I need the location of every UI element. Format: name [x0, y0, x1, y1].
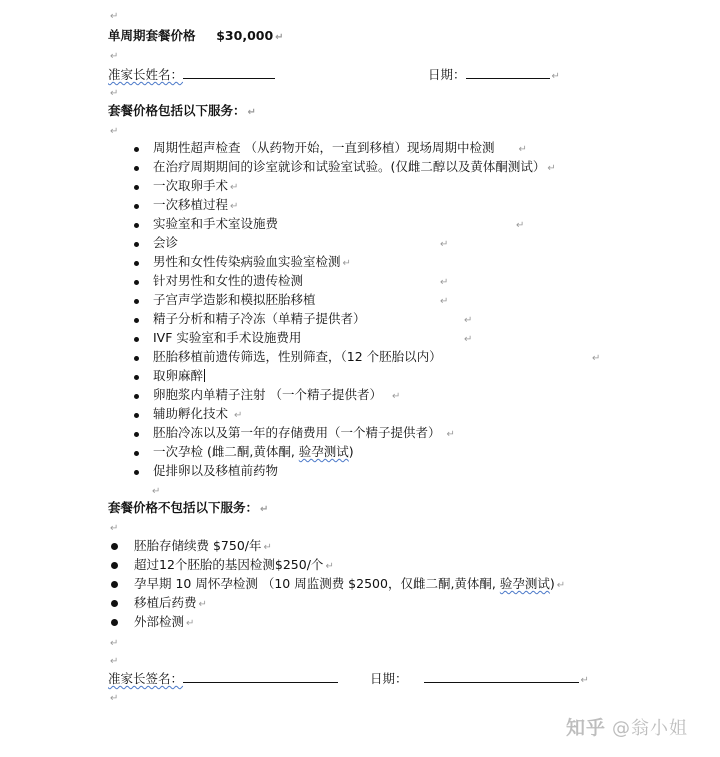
parent-signature-line	[108, 670, 338, 687]
list-item: 精子分析和精子冷冻（单精子提供者）	[153, 311, 366, 326]
list-item: 卵胞浆内单精子注射 （一个精子提供者） ↵	[153, 387, 401, 402]
text-cursor	[204, 369, 205, 382]
zhihu-watermark	[566, 713, 688, 740]
package-title: 单周期套餐价格	[108, 28, 196, 43]
bullet	[134, 337, 139, 342]
list-item: 一次孕检 (雌二酮,黄体酮, 验孕测试)	[153, 444, 354, 459]
date-label-bottom: 日期：	[370, 671, 408, 686]
date-line-top: 日期： ↵	[428, 67, 560, 82]
list-item: 辅助孵化技术 ↵	[153, 406, 243, 421]
paragraph-mark: ↵	[464, 315, 473, 326]
excluded-heading: 套餐价格不包括以下服务： ↵	[108, 500, 269, 515]
date-label-top: 日期：	[428, 67, 466, 82]
list-item: 子宫声学造影和模拟胚胎移植	[153, 292, 316, 307]
list-item: 胚胎冷冻以及第一年的存储费用（一个精子提供者） ↵	[153, 425, 455, 440]
bullet	[134, 432, 139, 437]
list-item: 胚胎存储续费 $750/年 ↵	[134, 538, 272, 553]
empty-paragraph: ↵	[110, 638, 119, 649]
list-item: IVF 实验室和手术设施费用	[153, 330, 302, 345]
bullet	[134, 280, 139, 285]
list-item: 在治疗周期期间的诊室就诊和试验室试验。(仅雌二醇以及黄体酮测试） ↵	[153, 159, 556, 174]
bullet	[111, 600, 118, 607]
empty-paragraph: ↵	[110, 51, 119, 62]
list-item: 周期性超声检查 （从药物开始，一直到移植）现场周期中检测 ↵	[153, 140, 527, 155]
list-item: 外部检测 ↵	[134, 614, 195, 629]
bullet	[134, 242, 139, 247]
list-item: 一次移植过程 ↵	[153, 197, 239, 212]
included-heading: 套餐价格包括以下服务： ↵	[108, 103, 256, 118]
zhihu-logo: 知乎	[566, 717, 607, 739]
watermark-handle: @翁小姐	[612, 718, 689, 739]
empty-paragraph: ↵	[110, 126, 119, 137]
list-item: 男性和女性传染病验血实验室检测 ↵	[153, 254, 351, 269]
date-field-top[interactable]	[466, 66, 550, 79]
bullet	[134, 451, 139, 456]
parent-name-field[interactable]	[183, 66, 275, 79]
empty-paragraph: ↵	[110, 693, 119, 704]
bullet	[134, 166, 139, 171]
list-item: 超过12个胚胎的基因检测$250/个 ↵	[134, 557, 334, 572]
bullet	[134, 299, 139, 304]
bullet	[134, 223, 139, 228]
paragraph-mark: ↵	[440, 296, 449, 307]
paragraph-mark: ↵	[440, 277, 449, 288]
list-item: 胚胎移植前遗传筛选，性别筛查，（12 个胚胎以内）	[153, 349, 442, 364]
list-item: 孕早期 10 周怀孕检测 （10 周监测费 $2500，仅雌二酮,黄体酮, 验孕测试) ↵	[134, 576, 566, 591]
empty-paragraph: ↵	[110, 523, 119, 534]
paragraph-mark: ↵	[464, 334, 473, 345]
paragraph-mark: ↵	[592, 353, 601, 364]
package-title-line: 单周期套餐价格 $30,000 ↵	[108, 28, 284, 43]
empty-paragraph: ↵	[110, 11, 119, 22]
list-item: 移植后药费 ↵	[134, 595, 207, 610]
bullet	[134, 394, 139, 399]
parent-signature-label: 准家长签名：	[108, 671, 184, 686]
date-field-bottom[interactable]	[424, 670, 579, 683]
bullet	[111, 619, 118, 626]
paragraph-mark: ↵	[516, 220, 525, 231]
parent-name-label: 准家长姓名：	[108, 67, 184, 82]
bullet	[111, 543, 118, 550]
date-line-bottom: 日期： ↵	[370, 671, 589, 686]
bullet	[111, 562, 118, 569]
bullet	[134, 356, 139, 361]
bullet	[134, 318, 139, 323]
list-item: 促排卵以及移植前药物	[153, 463, 279, 478]
list-item: 一次取卵手术 ↵	[153, 178, 239, 193]
empty-paragraph: ↵	[110, 88, 119, 99]
list-item: 会诊	[153, 235, 179, 250]
empty-paragraph: ↵	[110, 656, 119, 667]
bullet	[111, 581, 118, 588]
bullet	[134, 375, 139, 380]
bullet	[134, 185, 139, 190]
list-item: 实验室和手术室设施费	[153, 216, 279, 231]
empty-paragraph: ↵	[152, 486, 161, 497]
package-price: $30,000	[216, 28, 274, 43]
bullet	[134, 204, 139, 209]
parent-signature-field[interactable]	[183, 670, 338, 683]
bullet	[134, 147, 139, 152]
paragraph-mark: ↵	[440, 239, 449, 250]
bullet	[134, 413, 139, 418]
bullet	[134, 470, 139, 475]
bullet	[134, 261, 139, 266]
list-item: 针对男性和女性的遗传检测	[153, 273, 304, 288]
list-item: 取卵麻醉	[153, 368, 204, 383]
